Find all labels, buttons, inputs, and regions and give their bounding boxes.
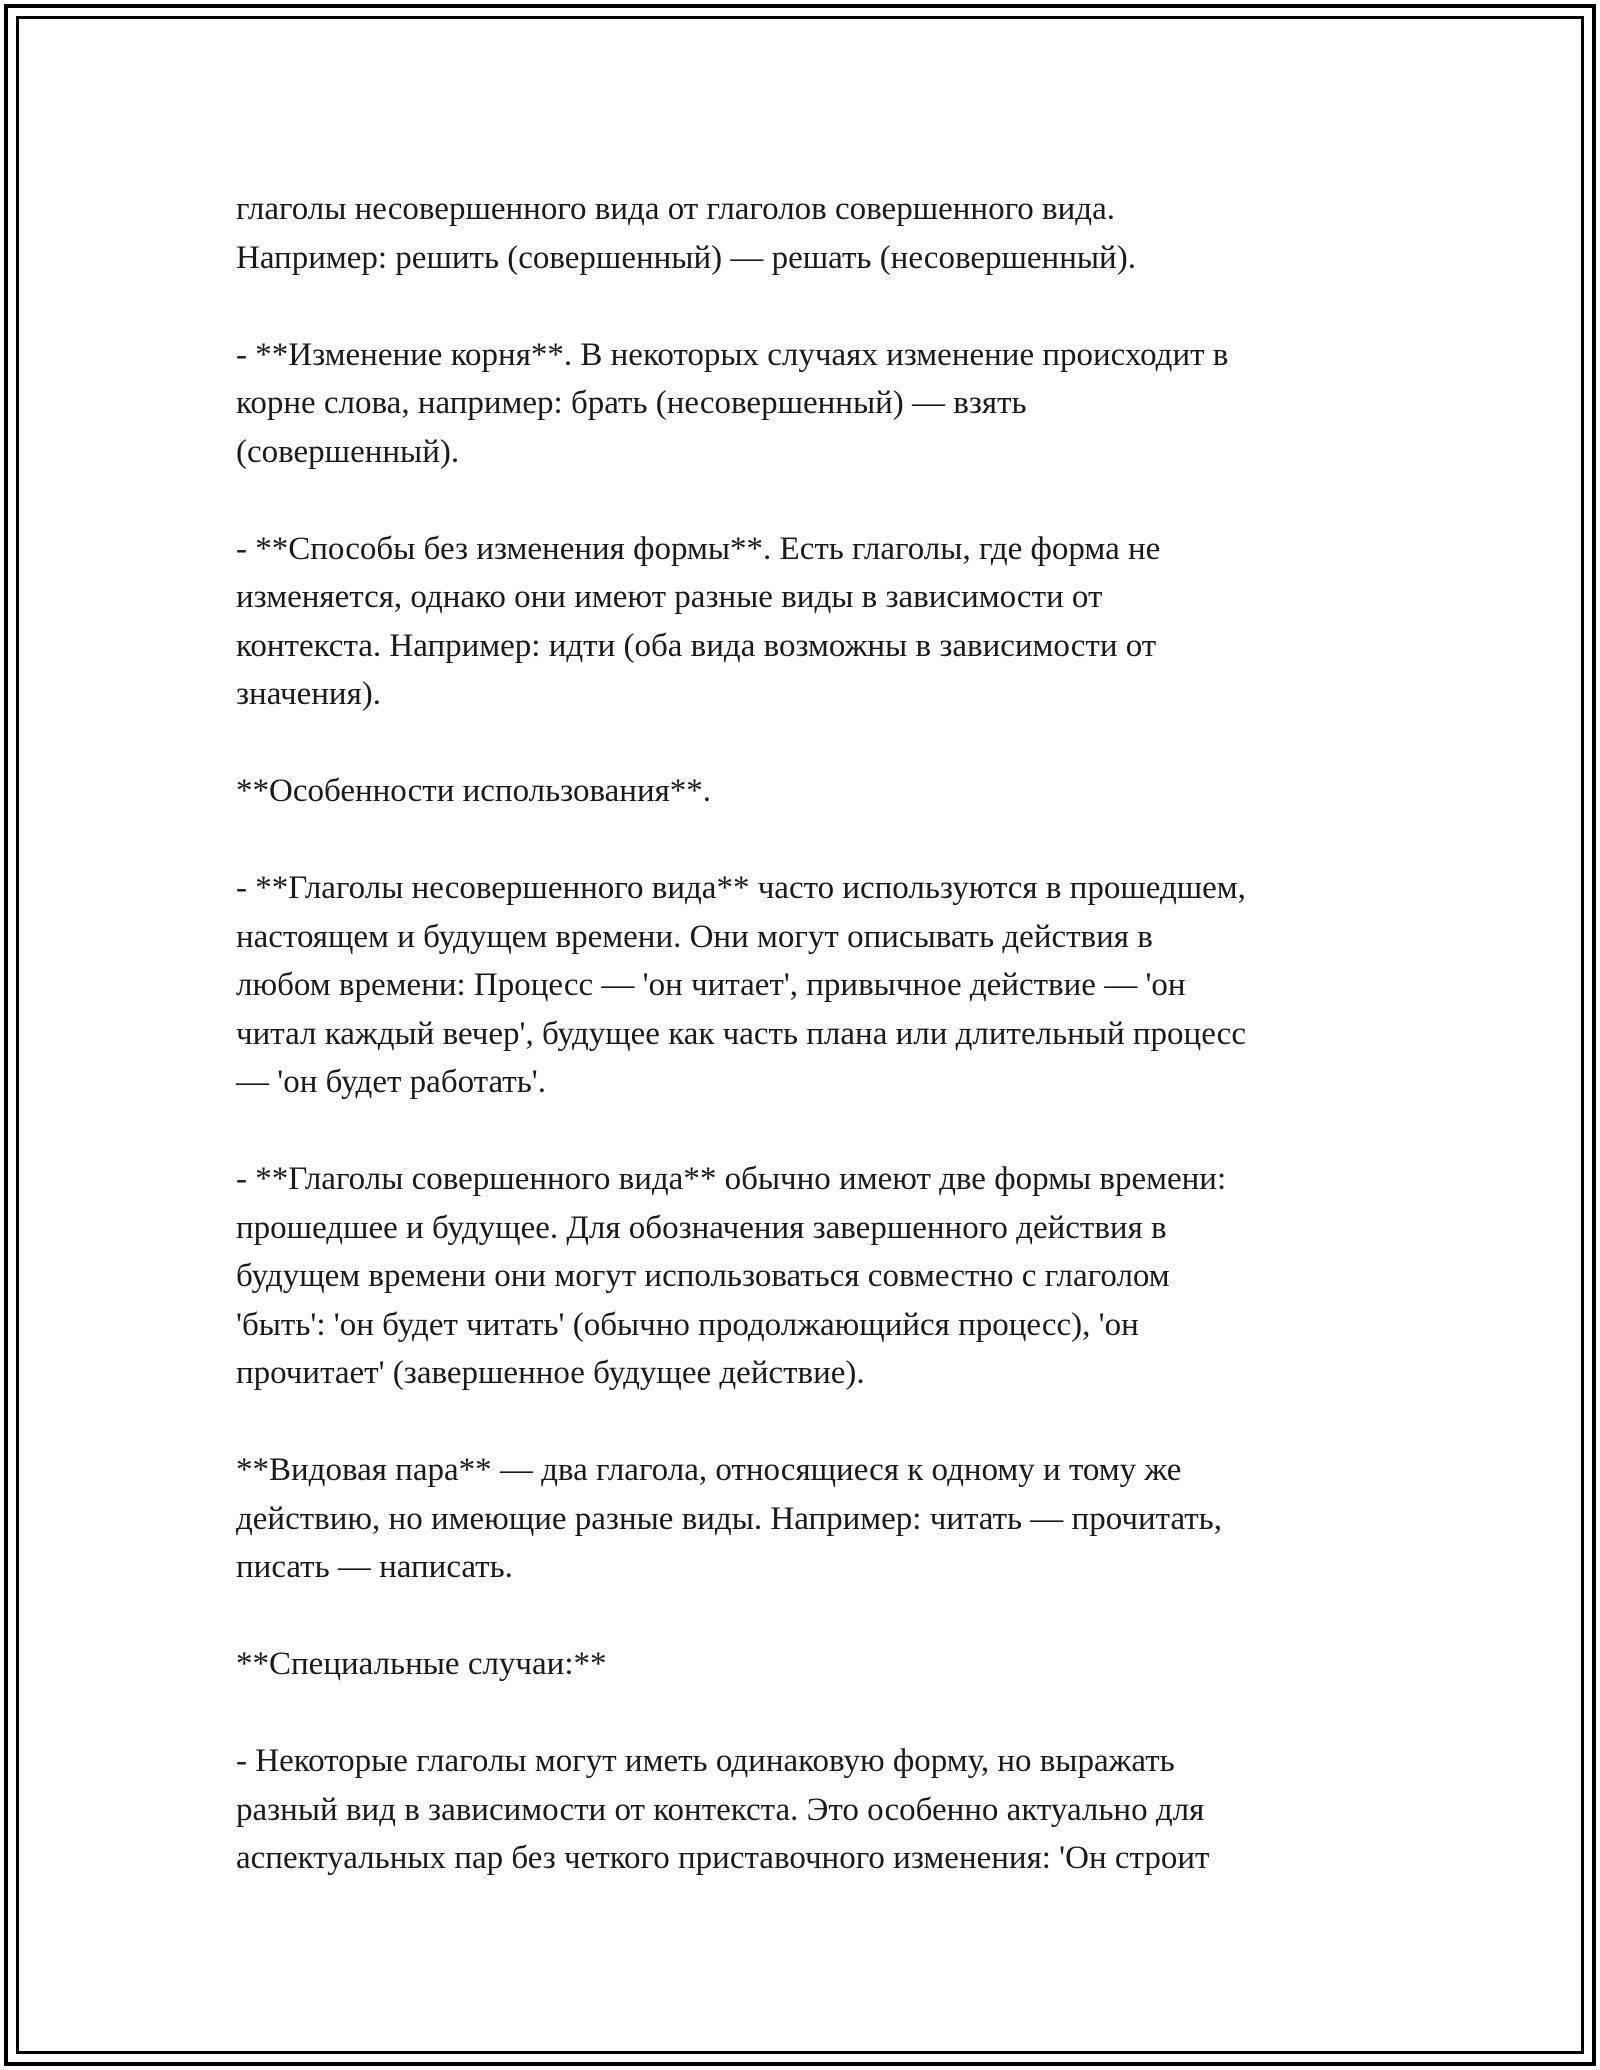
document-body bbox=[236, 185, 1384, 1931]
text-line: прочитает' (завершенное будущее действие). bbox=[236, 1355, 865, 1391]
paragraph-aspect-pair bbox=[236, 1446, 1384, 1592]
text-line: разный вид в зависимости от контекста. Это особенно актуально для bbox=[236, 1791, 1205, 1828]
text-line: действию, но имеющие разные виды. Например: читать — прочитать, bbox=[236, 1500, 1222, 1537]
text-line: корне слова, например: брать (несовершенный) — взять bbox=[236, 385, 1027, 421]
paragraph-aspect-suffix-example bbox=[236, 185, 1384, 282]
text-line: будущем времени они могут использоваться совместно с глаголом bbox=[236, 1258, 1170, 1294]
paragraph-imperfective-usage bbox=[236, 864, 1384, 1107]
section-heading-special-cases bbox=[236, 1640, 1384, 1689]
text-line: — 'он будет работать'. bbox=[236, 1064, 546, 1100]
paragraph-root-change bbox=[236, 331, 1384, 477]
text-line: Например: решить (совершенный) — решать (несовершенный). bbox=[236, 239, 1136, 276]
paragraph-special-cases bbox=[236, 1737, 1384, 1883]
text-line: (совершенный). bbox=[236, 433, 460, 470]
text-line: прошедшее и будущее. Для обозначения завершенного действия в bbox=[236, 1209, 1167, 1246]
text-line: 'быть': 'он будет читать' (обычно продолжающийся процесс), 'он bbox=[236, 1306, 1139, 1343]
text-line: изменяется, однако они имеют разные виды в зависимости от bbox=[236, 579, 1103, 615]
text-line: - **Глаголы совершенного вида** обычно имеют две формы времени: bbox=[236, 1161, 1227, 1197]
text-line: - **Изменение корня**. В некоторых случаях изменение происходит в bbox=[236, 336, 1229, 373]
text-line: - **Глаголы несовершенного вида** часто используются в прошедшем, bbox=[236, 870, 1246, 906]
paragraph-perfective-usage bbox=[236, 1155, 1384, 1398]
text-line: настоящем и будущем времени. Они могут описывать действия в bbox=[236, 918, 1153, 955]
text-line: значения). bbox=[236, 676, 382, 712]
text-line: аспектуальных пар без четкого приставочного изменения: 'Он строит bbox=[236, 1840, 1210, 1876]
text-line: **Видовая пара** — два глагола, относящиеся к одному и тому же bbox=[236, 1452, 1182, 1488]
text-line: глаголы несовершенного вида от глаголов совершенного вида. bbox=[236, 191, 1115, 227]
paragraph-no-form-change bbox=[236, 525, 1384, 719]
section-heading-usage bbox=[236, 767, 1384, 816]
text-line: читал каждый вечер', будущее как часть плана или длительный процесс bbox=[236, 1015, 1246, 1052]
text-line: контекста. Например: идти (оба вида возможны в зависимости от bbox=[236, 627, 1157, 664]
text-line: - **Способы без изменения формы**. Есть глаголы, где форма не bbox=[236, 530, 1161, 567]
text-line: любом времени: Процесс — 'он читает', привычное действие — 'он bbox=[236, 967, 1186, 1003]
text-line: - Некоторые глаголы могут иметь одинаковую форму, но выражать bbox=[236, 1743, 1175, 1779]
text-line: **Специальные случаи:** bbox=[236, 1646, 607, 1682]
text-line: писать — написать. bbox=[236, 1549, 513, 1585]
text-line: **Особенности использования**. bbox=[236, 773, 712, 809]
